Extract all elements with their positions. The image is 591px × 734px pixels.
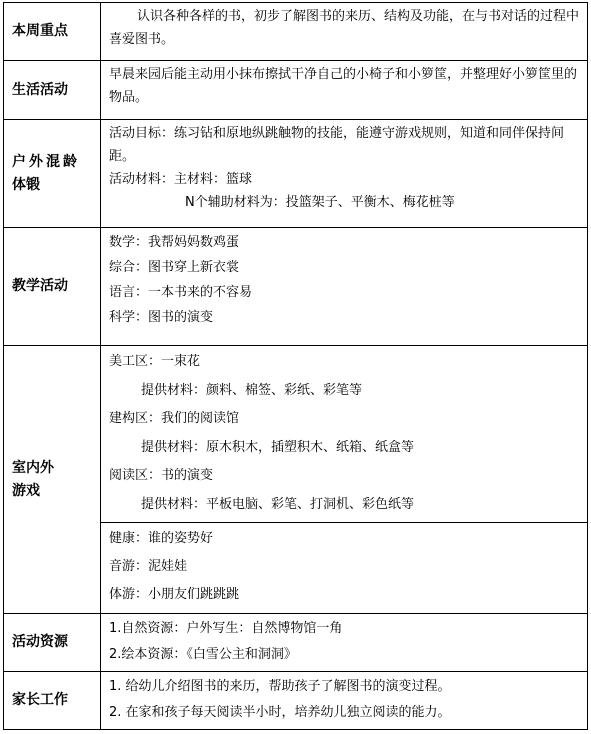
content-games-outdoor	[101, 523, 588, 614]
outdoor-game-item: 健康：谁的姿势好	[109, 531, 214, 546]
outdoor-game-item: 体游：小朋友们跳跳跳	[109, 587, 240, 602]
resource-item: 1.自然资源：户外写生：自然博物馆一角	[109, 621, 343, 636]
area-materials: 提供材料：平板电脑、彩笔、打洞机、彩色纸等	[141, 496, 415, 512]
area-name: 美工区：一束花	[109, 354, 201, 369]
teaching-item: 科学：图书的演变	[109, 310, 214, 325]
parents-item: 2. 在家和孩子每天阅读半小时，培养幼儿独立阅读的能力。	[109, 705, 451, 720]
weekly-plan-table	[3, 2, 588, 730]
row-teaching	[4, 228, 588, 346]
label-life: 生活活动	[4, 61, 101, 120]
outdoor-goal: 活动目标：练习钻和原地纵跳触物的技能，能遵守游戏规则，知道和同伴保持间距。	[109, 126, 565, 164]
area-materials: 提供材料：颜料、棉签、彩纸、彩笔等	[141, 382, 363, 398]
teaching-item: 数学：我帮妈妈数鸡蛋	[109, 235, 240, 250]
area-name: 阅读区：书的演变	[109, 468, 214, 483]
teaching-item: 综合：图书穿上新衣裳	[109, 260, 240, 275]
row-outdoor	[4, 120, 588, 228]
label-outdoor-line1: 户外混龄	[12, 153, 80, 170]
resource-item: 2.绘本资源：《白雪公主和洞洞》	[109, 647, 297, 662]
parents-item: 1. 给幼儿介绍图书的来历，帮助孩子了解图书的演变过程。	[109, 679, 451, 694]
label-focus: 本周重点	[4, 3, 101, 61]
focus-text: 认识各种各样的书，初步了解图书的来历、结构及功能，在与书对话的过程中喜爱图书。	[109, 9, 580, 47]
label-games-line2: 游戏	[12, 482, 40, 499]
content-outdoor	[101, 120, 588, 228]
label-outdoor	[4, 120, 101, 228]
teaching-item: 语言：一本书来的不容易	[109, 285, 253, 300]
outdoor-game-item: 音游：泥娃娃	[109, 559, 188, 574]
outdoor-aux-materials: N个辅助材料为：投篮架子、平衡木、梅花桩等	[185, 195, 455, 210]
content-focus	[101, 3, 588, 61]
area-name: 建构区：我们的阅读馆	[109, 411, 240, 426]
label-parents: 家长工作	[4, 672, 101, 730]
row-parents	[4, 672, 588, 730]
row-resources	[4, 614, 588, 672]
content-teaching	[101, 228, 588, 346]
content-life	[101, 61, 588, 120]
content-resources	[101, 614, 588, 672]
outdoor-materials: 活动材料：主材料：篮球	[109, 172, 253, 187]
label-resources: 活动资源	[4, 614, 101, 672]
row-games-indoor	[4, 346, 588, 523]
label-teaching: 教学活动	[4, 228, 101, 346]
label-outdoor-line2: 体锻	[12, 176, 40, 193]
label-games	[4, 346, 101, 614]
row-life	[4, 61, 588, 120]
area-materials: 提供材料：原木积木，插塑积木、纸箱、纸盒等	[141, 439, 415, 455]
life-text: 早晨来园后能主动用小抹布擦拭干净自己的小椅子和小箩筐，并整理好小箩筐里的物品。	[109, 67, 578, 105]
row-focus	[4, 3, 588, 61]
label-games-line1: 室内外	[12, 459, 54, 476]
content-parents	[101, 672, 588, 730]
content-games-areas	[101, 346, 588, 523]
